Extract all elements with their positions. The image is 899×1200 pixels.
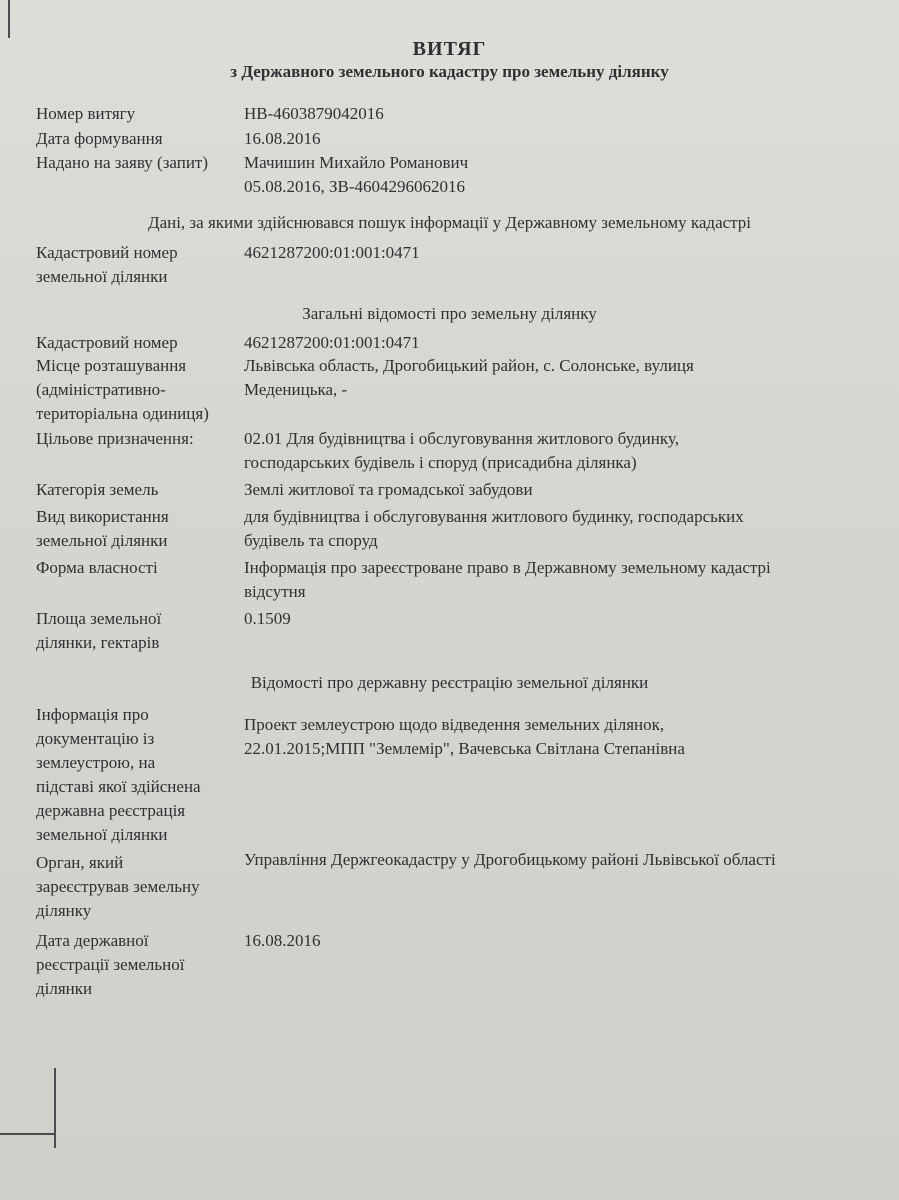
field-value: 4621287200:01:001:0471 (244, 243, 420, 262)
field-label: Дата державної реєстрації земельної ділянки (36, 931, 185, 998)
scan-edge-mark (8, 0, 10, 38)
field-label: Вид використання земельної ділянки (36, 507, 169, 550)
field-label: Цільове призначення: (36, 429, 194, 448)
field-value: Інформація про зареєстроване право в Державному земельному кадастрі відсутня (244, 558, 771, 601)
field-value: 4621287200:01:001:0471 (244, 333, 420, 352)
field-value: Землі житлової та громадської забудови (244, 480, 533, 499)
document-title: ВИТЯГ (412, 38, 487, 60)
field-value: 0.1509 (244, 609, 291, 628)
scan-edge-mark (0, 1133, 56, 1135)
field-label: Кадастровий номер (36, 333, 178, 352)
field-label: Номер витягу (36, 104, 136, 123)
field-label: Надано на заяву (запит) (36, 153, 209, 172)
field-label: Інформація про документацію із землеустрою, на підставі якої здійснена державна реєстрація земельної ділянки (36, 705, 201, 844)
field-value: 02.01 Для будівництва і обслуговування житлового будинку, господарських будівель і споруд (присадибна ділянка) (244, 429, 679, 472)
field-label: Площа земельної ділянки, гектарів (36, 609, 162, 652)
field-value: для будівництва і обслуговування житлового будинку, господарських будівель та споруд (244, 507, 744, 550)
field-value: Управління Держгеокадастру у Дрогобицькому районі Львівської області (244, 850, 776, 869)
section-heading-search: Дані, за якими здійснювався пошук інформації у Державному земельному кадастрі (147, 213, 752, 232)
field-value: 16.08.2016 (244, 129, 321, 148)
field-value: 16.08.2016 (244, 931, 321, 950)
section-heading-general: Загальні відомості про земельну ділянку (302, 304, 597, 323)
section-heading-registration: Відомості про державну реєстрацію земельної ділянки (250, 673, 649, 692)
field-label: Місце розташування (адміністративно- територіальна одиниця) (36, 356, 209, 423)
field-label: Орган, який зареєстрував земельну ділянку (36, 853, 200, 920)
scan-edge-mark (54, 1068, 56, 1148)
field-label: Категорія земель (36, 480, 159, 499)
field-value: Мачишин Михайло Романович 05.08.2016, ЗВ-4604296062016 (244, 153, 469, 196)
field-value: НВ-4603879042016 (244, 104, 384, 123)
document-subtitle: з Державного земельного кадастру про земельну ділянку (230, 62, 669, 81)
field-label: Форма власності (36, 558, 158, 577)
field-value: Проект землеустрою щодо відведення земельних ділянок, 22.01.2015;МПП "Землемір", Вачевська Світлана Степанівна (244, 715, 685, 758)
field-label: Дата формування (36, 129, 163, 148)
field-label: Кадастровий номер земельної ділянки (36, 243, 178, 286)
field-value: Львівська область, Дрогобицький район, с. Солонське, вулиця Меденицька, - (244, 356, 694, 399)
